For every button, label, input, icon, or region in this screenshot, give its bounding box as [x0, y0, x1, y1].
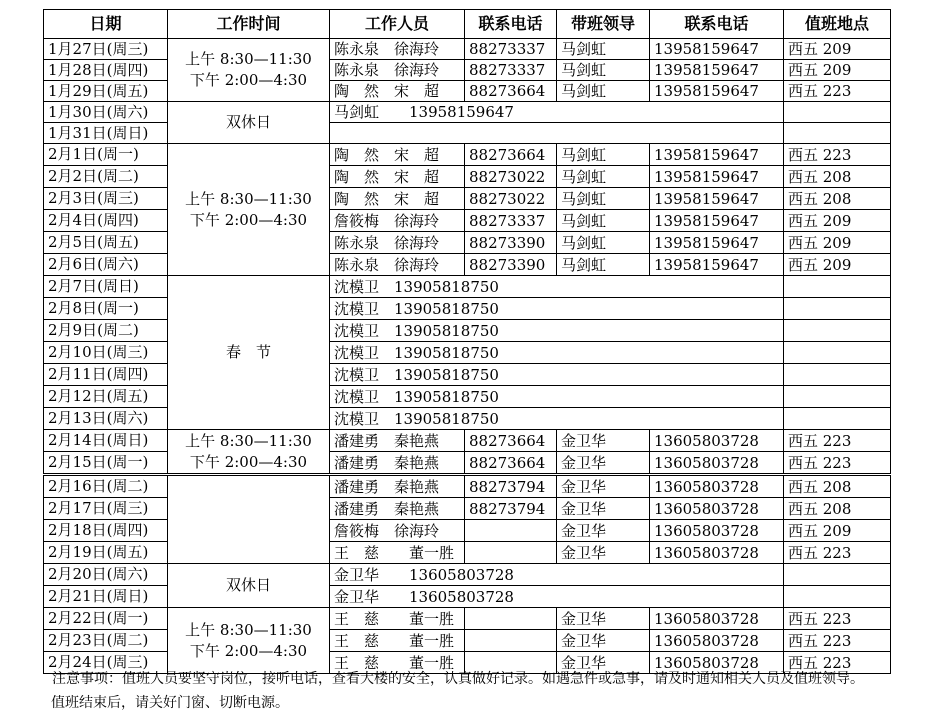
time-morning: 上午 8:30—11:30 — [185, 620, 312, 639]
location-cell: 西五 223 — [784, 608, 891, 630]
phone-cell — [465, 608, 557, 630]
header-row — [44, 10, 891, 39]
phone-cell — [465, 520, 557, 542]
table-row — [44, 102, 891, 123]
date-cell: 2月20日(周六) — [44, 564, 168, 586]
work-time-cell — [168, 144, 330, 276]
leader-cell: 马剑虹 — [557, 188, 650, 210]
date-cell: 2月7日(周日) — [44, 276, 168, 298]
leader-phone-cell: 13605803728 — [650, 430, 784, 452]
duty-contact-merged: 沈模卫 13905818750 — [330, 320, 784, 342]
location-cell — [784, 408, 891, 430]
time-morning: 上午 8:30—11:30 — [185, 50, 312, 68]
location-cell: 西五 208 — [784, 166, 891, 188]
festival-label: 春 节 — [225, 343, 271, 361]
leader-phone-cell: 13958159647 — [650, 232, 784, 254]
location-cell: 西五 223 — [784, 630, 891, 652]
leader-phone-cell: 13605803728 — [650, 475, 784, 498]
location-cell: 西五 209 — [784, 60, 891, 81]
header-phone: 联系电话 — [465, 10, 557, 39]
date-cell: 2月2日(周二) — [44, 166, 168, 188]
location-cell: 西五 209 — [784, 39, 891, 60]
date-cell: 2月10日(周三) — [44, 342, 168, 364]
phone-cell: 88273337 — [465, 60, 557, 81]
table-row — [44, 430, 891, 452]
staff-cell: 潘建勇 秦艳燕 — [330, 498, 465, 520]
work-time-cell — [168, 430, 330, 475]
date-cell: 2月1日(周一) — [44, 144, 168, 166]
leader-cell: 马剑虹 — [557, 232, 650, 254]
staff-cell: 王 慈 董一胜 — [330, 542, 465, 564]
duty-contact-merged: 沈模卫 13905818750 — [330, 276, 784, 298]
staff-cell: 王 慈 董一胜 — [330, 630, 465, 652]
location-cell: 西五 208 — [784, 188, 891, 210]
leader-phone-cell: 13958159647 — [650, 166, 784, 188]
phone-cell — [465, 630, 557, 652]
time-afternoon: 下午 2:00—4:30 — [189, 452, 308, 471]
leader-cell: 金卫华 — [557, 520, 650, 542]
date-cell: 2月22日(周一) — [44, 608, 168, 630]
date-cell: 1月27日(周三) — [44, 39, 168, 60]
phone-cell: 88273664 — [465, 430, 557, 452]
header-leader-phone: 联系电话 — [650, 10, 784, 39]
date-cell: 2月12日(周五) — [44, 386, 168, 408]
header-location: 值班地点 — [784, 10, 891, 39]
location-cell: 西五 209 — [784, 232, 891, 254]
leader-cell: 马剑虹 — [557, 81, 650, 102]
table-row — [44, 564, 891, 586]
time-morning: 上午 8:30—11:30 — [185, 431, 312, 450]
date-cell: 2月18日(周四) — [44, 520, 168, 542]
date-cell: 1月28日(周四) — [44, 60, 168, 81]
staff-cell: 詹筱梅 徐海玲 — [330, 520, 465, 542]
date-cell: 2月4日(周四) — [44, 210, 168, 232]
location-cell — [784, 564, 891, 586]
phone-cell: 88273390 — [465, 254, 557, 276]
weekend-label: 双休日 — [225, 113, 271, 131]
leader-phone-cell: 13605803728 — [650, 498, 784, 520]
leader-cell: 金卫华 — [557, 452, 650, 475]
leader-phone-cell: 13958159647 — [650, 144, 784, 166]
location-cell: 西五 223 — [784, 81, 891, 102]
duty-schedule-table — [43, 9, 891, 674]
leader-phone-cell: 13958159647 — [650, 210, 784, 232]
phone-cell: 88273664 — [465, 144, 557, 166]
leader-cell: 金卫华 — [557, 542, 650, 564]
duty-contact-merged: 金卫华 13605803728 — [330, 586, 784, 608]
phone-cell: 88273337 — [465, 39, 557, 60]
table-row — [44, 475, 891, 498]
location-cell: 西五 209 — [784, 210, 891, 232]
duty-contact-merged: 沈模卫 13905818750 — [330, 342, 784, 364]
work-time-cell — [168, 475, 330, 564]
date-cell: 2月16日(周二) — [44, 475, 168, 498]
header-work-time: 工作时间 — [168, 10, 330, 39]
location-cell — [784, 386, 891, 408]
staff-cell: 王 慈 董一胜 — [330, 608, 465, 630]
duty-contact-merged: 沈模卫 13905818750 — [330, 386, 784, 408]
location-cell — [784, 342, 891, 364]
time-afternoon: 下午 2:00—4:30 — [189, 210, 308, 229]
leader-phone-cell: 13958159647 — [650, 254, 784, 276]
location-cell: 西五 223 — [784, 452, 891, 475]
date-cell: 1月30日(周六) — [44, 102, 168, 123]
date-cell: 2月15日(周一) — [44, 452, 168, 475]
date-cell: 2月13日(周六) — [44, 408, 168, 430]
staff-cell: 陶 然 宋 超 — [330, 188, 465, 210]
leader-phone-cell: 13605803728 — [650, 652, 784, 674]
leader-phone-cell: 13605803728 — [650, 608, 784, 630]
work-time-cell — [168, 276, 330, 430]
phone-cell: 88273337 — [465, 210, 557, 232]
staff-cell: 潘建勇 秦艳燕 — [330, 430, 465, 452]
phone-cell: 88273794 — [465, 475, 557, 498]
header-staff: 工作人员 — [330, 10, 465, 39]
staff-cell: 王 慈 董一胜 — [330, 652, 465, 674]
duty-contact-merged — [330, 123, 784, 144]
table-row — [44, 39, 891, 60]
staff-cell: 詹筱梅 徐海玲 — [330, 210, 465, 232]
work-time-cell — [168, 608, 330, 674]
date-cell: 1月31日(周日) — [44, 123, 168, 144]
date-cell: 2月21日(周日) — [44, 586, 168, 608]
location-cell: 西五 209 — [784, 520, 891, 542]
location-cell — [784, 364, 891, 386]
table-row — [44, 144, 891, 166]
location-cell: 西五 223 — [784, 430, 891, 452]
date-cell: 2月3日(周三) — [44, 188, 168, 210]
duty-contact-merged: 金卫华 13605803728 — [330, 564, 784, 586]
staff-cell: 潘建勇 秦艳燕 — [330, 475, 465, 498]
location-cell: 西五 209 — [784, 254, 891, 276]
phone-cell: 88273664 — [465, 452, 557, 475]
leader-cell: 马剑虹 — [557, 254, 650, 276]
leader-cell: 马剑虹 — [557, 166, 650, 188]
leader-cell: 马剑虹 — [557, 39, 650, 60]
phone-cell: 88273390 — [465, 232, 557, 254]
location-cell: 西五 208 — [784, 498, 891, 520]
note-line-1: 注意事项：值班人员要坚守岗位，接听电话，查看大楼的安全，认真做好记录。如遇急件或急事，请及时通知相关人员及值班领导。 — [52, 671, 864, 687]
location-cell — [784, 276, 891, 298]
work-time-cell — [168, 102, 330, 144]
date-cell: 2月8日(周一) — [44, 298, 168, 320]
staff-cell: 潘建勇 秦艳燕 — [330, 452, 465, 475]
date-cell: 2月9日(周二) — [44, 320, 168, 342]
phone-cell — [465, 542, 557, 564]
time-afternoon: 下午 2:00—4:30 — [189, 71, 308, 89]
header-leader: 带班领导 — [557, 10, 650, 39]
work-time-cell — [168, 39, 330, 102]
staff-cell: 陈永泉 徐海玲 — [330, 232, 465, 254]
staff-cell: 陈永泉 徐海玲 — [330, 254, 465, 276]
leader-cell: 马剑虹 — [557, 210, 650, 232]
location-cell — [784, 123, 891, 144]
leader-cell: 金卫华 — [557, 430, 650, 452]
location-cell: 西五 208 — [784, 475, 891, 498]
work-time-cell — [168, 564, 330, 608]
date-cell: 2月5日(周五) — [44, 232, 168, 254]
duty-contact-merged: 沈模卫 13905818750 — [330, 364, 784, 386]
phone-cell: 88273664 — [465, 81, 557, 102]
time-morning: 上午 8:30—11:30 — [185, 189, 312, 208]
date-cell: 2月11日(周四) — [44, 364, 168, 386]
date-cell: 2月17日(周三) — [44, 498, 168, 520]
date-cell: 2月23日(周二) — [44, 630, 168, 652]
location-cell — [784, 320, 891, 342]
location-cell — [784, 586, 891, 608]
table-row — [44, 608, 891, 630]
leader-phone-cell: 13958159647 — [650, 81, 784, 102]
location-cell — [784, 102, 891, 123]
date-cell: 2月24日(周三) — [44, 652, 168, 674]
leader-phone-cell: 13958159647 — [650, 188, 784, 210]
leader-phone-cell: 13605803728 — [650, 542, 784, 564]
time-afternoon: 下午 2:00—4:30 — [189, 641, 308, 660]
leader-cell: 马剑虹 — [557, 60, 650, 81]
location-cell: 西五 223 — [784, 144, 891, 166]
duty-contact-merged: 沈模卫 13905818750 — [330, 298, 784, 320]
staff-cell: 陶 然 宋 超 — [330, 166, 465, 188]
leader-cell: 金卫华 — [557, 498, 650, 520]
leader-phone-cell: 13958159647 — [650, 39, 784, 60]
phone-cell: 88273022 — [465, 166, 557, 188]
note-line-2: 值班结束后，请关好门窗、切断电源。 — [51, 695, 289, 711]
leader-phone-cell: 13605803728 — [650, 452, 784, 475]
leader-phone-cell: 13605803728 — [650, 630, 784, 652]
leader-phone-cell: 13958159647 — [650, 60, 784, 81]
location-cell: 西五 223 — [784, 652, 891, 674]
staff-cell: 陈永泉 徐海玲 — [330, 39, 465, 60]
staff-cell: 陶 然 宋 超 — [330, 144, 465, 166]
weekend-label: 双休日 — [225, 576, 271, 594]
table-row — [44, 276, 891, 298]
date-cell: 2月6日(周六) — [44, 254, 168, 276]
phone-cell: 88273022 — [465, 188, 557, 210]
staff-cell: 陶 然 宋 超 — [330, 81, 465, 102]
leader-cell: 金卫华 — [557, 630, 650, 652]
leader-cell: 金卫华 — [557, 608, 650, 630]
location-cell — [784, 298, 891, 320]
leader-cell: 金卫华 — [557, 652, 650, 674]
staff-cell: 陈永泉 徐海玲 — [330, 60, 465, 81]
location-cell: 西五 223 — [784, 542, 891, 564]
duty-contact-merged: 沈模卫 13905818750 — [330, 408, 784, 430]
leader-phone-cell: 13605803728 — [650, 520, 784, 542]
date-cell: 2月19日(周五) — [44, 542, 168, 564]
leader-cell: 马剑虹 — [557, 144, 650, 166]
leader-cell: 金卫华 — [557, 475, 650, 498]
date-cell: 2月14日(周日) — [44, 430, 168, 452]
date-cell: 1月29日(周五) — [44, 81, 168, 102]
phone-cell: 88273794 — [465, 498, 557, 520]
header-date: 日期 — [44, 10, 168, 39]
duty-contact-merged: 马剑虹 13958159647 — [330, 102, 784, 123]
